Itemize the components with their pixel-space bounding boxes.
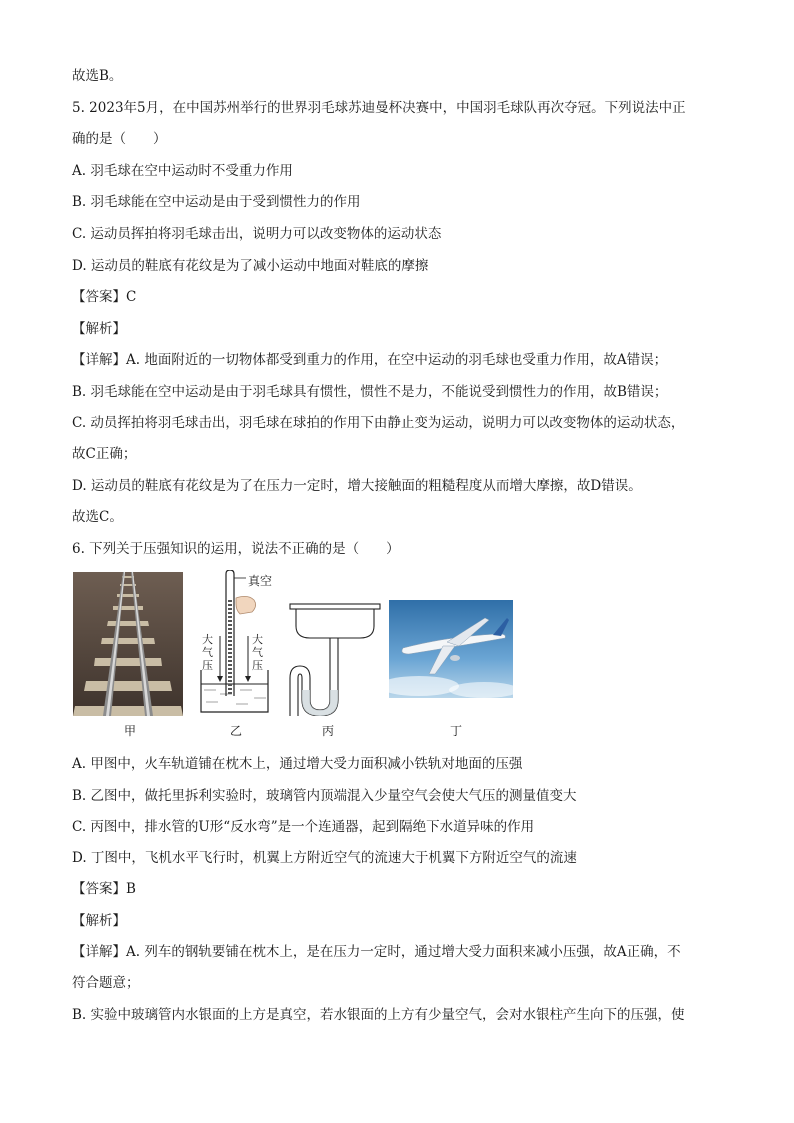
q6-analysis-label: 【解析】 xyxy=(72,913,126,929)
caption-ding: 丁 xyxy=(450,724,463,738)
pressure-label-left: 大 气 压 xyxy=(202,633,213,672)
answer-label: 【答案】C xyxy=(72,289,137,305)
q6-option-c: C. 丙图中，排水管的U形“反水弯”是一个连通器，起到隔绝下水道异味的作用 xyxy=(72,819,535,835)
caption-yi: 乙 xyxy=(230,724,243,738)
q6-answer-label: 【答案】B xyxy=(72,881,136,897)
conclusion: 故选C。 xyxy=(72,509,123,525)
q6-option-b: B. 乙图中，做托里拆利实验时，玻璃管内顶端混入少量空气会使大气压的测量值变大 xyxy=(72,788,577,804)
airplane-image xyxy=(389,600,513,698)
text-line: 故选B。 xyxy=(72,68,123,84)
caption-jia: 甲 xyxy=(124,724,137,738)
explanation-a: 【详解】A. 地面附近的一切物体都受到重力的作用，在空中运动的羽毛球也受重力作用，故A错误； xyxy=(72,352,668,368)
question-5-stem: 5. 2023年5月，在中国苏州举行的世界羽毛球苏迪曼杯决赛中，中国羽毛球队再次夺冠。下列说法中正 xyxy=(72,100,686,116)
explanation-b: B. 羽毛球能在空中运动是由于羽毛球具有惯性，惯性不是力，不能说受到惯性力的作用，故B错误； xyxy=(72,384,668,400)
option-b: B. 羽毛球能在空中运动是由于受到惯性力的作用 xyxy=(72,194,361,210)
vacuum-label: 真空 xyxy=(248,574,273,588)
railway-track-image xyxy=(73,572,183,716)
caption-bing: 丙 xyxy=(322,724,335,738)
explanation-d: D. 运动员的鞋底有花纹是为了在压力一定时，增大接触面的粗糙程度从而增大摩擦，故D错误。 xyxy=(72,478,642,494)
question-5-stem-cont: 确的是（ ） xyxy=(72,131,167,147)
q6-explanation-a: 【详解】A. 列车的钢轨要铺在枕木上，是在压力一定时，通过增大受力面积来减小压强，故A正确，不 xyxy=(72,944,681,960)
q6-option-a: A. 甲图中，火车轨道铺在枕木上，通过增大受力面积减小铁轨对地面的压强 xyxy=(72,756,523,772)
sink-u-trap-diagram xyxy=(288,600,384,716)
q6-option-d: D. 丁图中，飞机水平飞行时，机翼上方附近空气的流速大于机翼下方附近空气的流速 xyxy=(72,850,577,866)
question-6-stem: 6. 下列关于压强知识的运用，说法不正确的是（ ） xyxy=(72,541,400,557)
explanation-c-cont: 故C正确； xyxy=(72,446,137,462)
q6-explanation-a-cont: 符合题意； xyxy=(72,975,140,991)
analysis-label: 【解析】 xyxy=(72,321,126,337)
option-c: C. 运动员挥拍将羽毛球击出，说明力可以改变物体的运动状态 xyxy=(72,226,442,242)
option-a: A. 羽毛球在空中运动时不受重力作用 xyxy=(72,163,293,179)
explanation-c: C. 动员挥拍将羽毛球击出，羽毛球在球拍的作用下由静止变为运动，说明力可以改变物体的运动状态， xyxy=(72,415,685,431)
option-d: D. 运动员的鞋底有花纹是为了减小运动中地面对鞋底的摩擦 xyxy=(72,258,429,274)
pressure-label-right: 大 气 压 xyxy=(252,633,263,672)
q6-explanation-b: B. 实验中玻璃管内水银面的上方是真空，若水银面的上方有少量空气，会对水银柱产生向下的压强，使 xyxy=(72,1007,685,1023)
